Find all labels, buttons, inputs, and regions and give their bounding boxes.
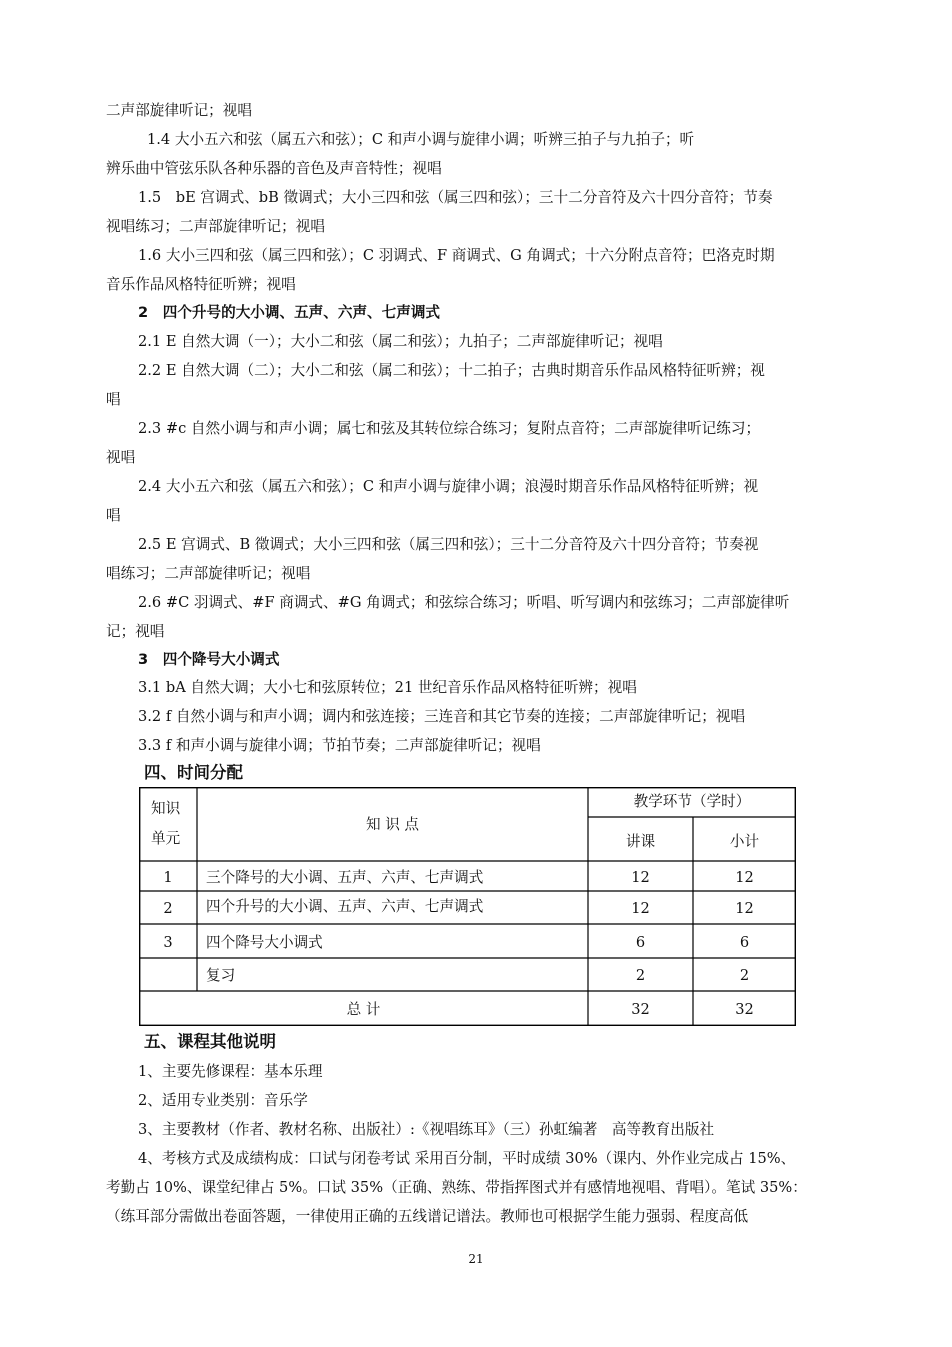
header-unit: 单元 — [151, 830, 181, 847]
header-teaching-hours: 教学环节（学时） — [633, 793, 751, 810]
text-line: 辨乐曲中管弦乐队各种乐器的音色及声音特性；视唱 — [106, 160, 442, 177]
note-line: 4、考核方式及成绩构成：口试与闭卷考试 采用百分制，平时成绩 30%（课内、外作业完成占 15%、 — [138, 1150, 796, 1167]
row-unit: 1 — [163, 869, 173, 886]
total-label: 总 计 — [346, 1001, 381, 1018]
header-unit: 知识 — [151, 800, 181, 817]
row-subtotal: 12 — [735, 900, 754, 917]
row-lecture: 12 — [631, 869, 650, 886]
row-point: 四个升号的大小调、五声、六声、七声调式 — [206, 898, 484, 915]
header-subtotal: 小计 — [729, 833, 760, 850]
note-line: 3、主要教材（作者、教材名称、出版社）:《视唱练耳》（三）孙虹编著 高等教育出版社 — [138, 1121, 715, 1138]
row-point: 三个降号的大小调、五声、六声、七声调式 — [206, 869, 484, 886]
text-line: 3.2 f 自然小调与和声小调；调内和弦连接；三连音和其它节奏的连接；二声部旋律听记；视唱 — [138, 708, 746, 725]
row-unit: 2 — [163, 900, 173, 917]
subheading: 2 四个升号的大小调、五声、六声、七声调式 — [138, 304, 441, 321]
total-lecture: 32 — [631, 1001, 650, 1018]
text-line: 记；视唱 — [106, 623, 165, 640]
section-title: 五、课程其他说明 — [144, 1032, 276, 1051]
text-line: 2.1 E 自然大调（一）；大小二和弦（属二和弦）；九拍子；二声部旋律听记；视唱 — [138, 333, 663, 350]
header-knowledge-point: 知 识 点 — [365, 816, 420, 833]
text-line: 唱 — [106, 391, 121, 408]
total-subtotal: 32 — [735, 1001, 754, 1018]
text-line: 唱 — [106, 507, 121, 524]
text-line: 视唱练习；二声部旋律听记；视唱 — [106, 218, 325, 235]
text-line: 二声部旋律听记；视唱 — [106, 102, 252, 119]
note-line: 2、适用专业类别：音乐学 — [138, 1092, 308, 1109]
text-line: 1.4 大小五六和弦（属五六和弦）；C 和声小调与旋律小调；听辨三拍子与九拍子；听 — [147, 131, 695, 148]
text-line: 音乐作品风格特征听辨；视唱 — [106, 276, 296, 293]
text-line: 3.3 f 和声小调与旋律小调；节拍节奏；二声部旋律听记；视唱 — [138, 737, 541, 754]
row-lecture: 6 — [635, 934, 646, 951]
text-line: 2.6 #C 羽调式、#F 商调式、#G 角调式；和弦综合练习；听唱、听写调内和弦练习；二声部旋律听 — [138, 594, 790, 611]
text-line: 2.3 #c 自然小调与和声小调；属七和弦及其转位综合练习；复附点音符；二声部旋律听记练习； — [138, 420, 761, 437]
row-point: 四个降号大小调式 — [206, 934, 323, 951]
row-lecture: 12 — [631, 900, 650, 917]
row-subtotal: 2 — [739, 967, 750, 984]
section-title: 四、时间分配 — [144, 763, 243, 782]
row-subtotal: 12 — [735, 869, 754, 886]
text-line: 2.2 E 自然大调（二）；大小二和弦（属二和弦）；十二拍子；古典时期音乐作品风格特征听辨；视 — [138, 362, 765, 379]
page-number: 21 — [468, 1252, 484, 1266]
text-line: 视唱 — [106, 449, 136, 466]
text-line: 2.5 E 宫调式、B 徵调式；大小三四和弦（属三四和弦）；三十二分音符及六十四分音符；节奏视 — [138, 536, 759, 553]
row-lecture: 2 — [635, 967, 646, 984]
row-subtotal: 6 — [739, 934, 750, 951]
header-lecture: 讲课 — [625, 833, 656, 850]
note-line: 考勤占 10%、课堂纪律占 5%。口试 35%（正确、熟练、带指挥图式并有感情地视唱、背唱）。笔试 35%： — [106, 1179, 807, 1196]
subheading: 3 四个降号大小调式 — [138, 651, 280, 668]
text-line: 3.1 bA 自然大调；大小七和弦原转位；21 世纪音乐作品风格特征听辨；视唱 — [138, 679, 637, 696]
text-line: 1.6 大小三四和弦（属三四和弦）；C 羽调式、F 商调式、G 角调式；十六分附点音符；巴洛克时期 — [138, 247, 775, 264]
time-allocation-table — [139, 787, 796, 1026]
text-line: 1.5 bE 宫调式、bB 徵调式；大小三四和弦（属三四和弦）；三十二分音符及六十四分音符；节奏 — [138, 189, 773, 206]
note-line: 1、主要先修课程：基本乐理 — [138, 1063, 323, 1080]
text-line: 唱练习；二声部旋律听记；视唱 — [106, 565, 311, 582]
note-line: （练耳部分需做出卷面答题，一律使用正确的五线谱记谱法。教师也可根据学生能力强弱、程度高低 — [106, 1208, 749, 1225]
text-line: 2.4 大小五六和弦（属五六和弦）；C 和声小调与旋律小调；浪漫时期音乐作品风格特征听辨；视 — [138, 478, 759, 495]
row-unit: 3 — [163, 934, 173, 951]
row-point: 复习 — [206, 967, 236, 984]
